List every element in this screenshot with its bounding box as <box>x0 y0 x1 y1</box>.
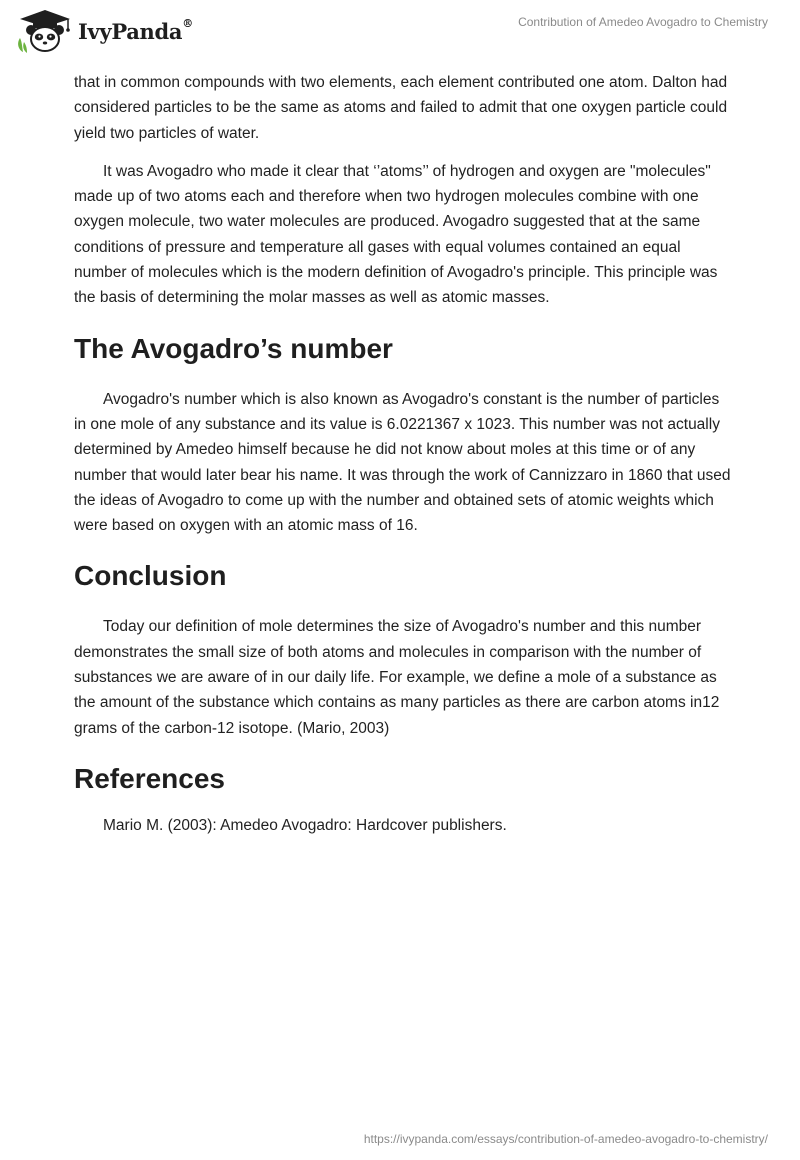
registered-mark: ® <box>182 17 193 30</box>
paragraph-continuation: that in common compounds with two elements, each element contributed one atom. Dalton had considered particles to be the same as atoms and failed to admit that one oxygen particle could yield two particles of water. <box>74 74 728 142</box>
paragraph-conclusion: Today our definition of mole determines the size of Avogadro's number and this number demonstrates the small size of both atoms and molecules in comparison with the number of substances we are aware of in our daily life. For example, we define a mole of a substance as the amount of the substance which contains as many particles as there are carbon atoms in12 grams of the carbon-12 isotope. (Mario, 2003) <box>74 618 720 737</box>
reference-item: Mario M. (2003): Amedeo Avogadro: Hardcover publishers. <box>103 816 507 834</box>
brand-name: IvyPanda® <box>78 17 193 44</box>
page-header <box>0 0 800 68</box>
heading-references: References <box>74 762 225 794</box>
panda-graduation-cap-icon <box>14 8 76 54</box>
paragraph-avogadro-number: Avogadro's number which is also known as Avogadro's constant is the number of particles in one mole of any substance and its value is 6.0221367 x 1023. This number was not actually determined by Amedeo himself because he did not know about moles at this time or of any number that would later bear his name. It was through the work of Cannizzaro in 1860 that used the ideas of Avogadro to come up with the number and obtained sets of atomic weights which were based on oxygen with an atomic mass of 16. <box>74 390 731 535</box>
document-title: Contribution of Amedeo Avogadro to Chemistry <box>518 15 768 29</box>
footer-url-link[interactable]: https://ivypanda.com/essays/contribution-of-amedeo-avogadro-to-chemistry/ <box>363 1132 768 1146</box>
heading-avogadro-number: The Avogadro’s number <box>74 332 393 364</box>
paragraph-avogadro-molecules: It was Avogadro who made it clear that ‘’atoms’’ of hydrogen and oxygen are "molecules" made up of two atoms each and therefore when two hydrogen molecules combine with one oxygen molecule, two water molecules are produced. Avogadro suggested that at the same conditions of pressure and temperature all gases with equal volumes contained an equal number of molecules which is the modern definition of Avogadro's principle. This principle was the basis of determining the molar masses as well as atomic masses. <box>74 162 718 307</box>
essay-body <box>74 70 734 838</box>
brand-logo[interactable] <box>14 8 204 54</box>
heading-conclusion: Conclusion <box>74 560 227 592</box>
